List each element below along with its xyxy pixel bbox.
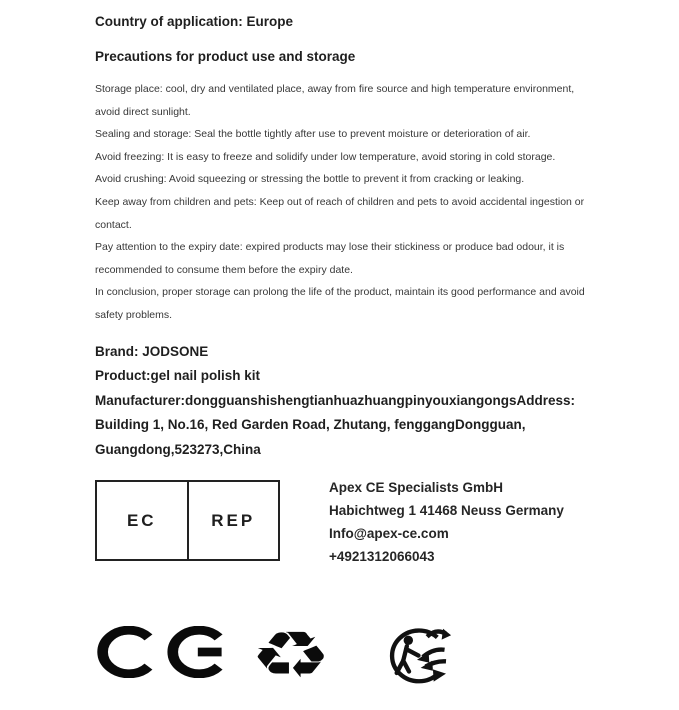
address-line: Guangdong,523273,China xyxy=(95,441,261,457)
precaution-line: avoid direct sunlight. xyxy=(95,105,191,118)
precaution-line: Storage place: cool, dry and ventilated place, away from fire source and high temperature environment, xyxy=(95,83,575,95)
product-info-block xyxy=(95,340,575,462)
precautions-heading: Precautions for product use and storage xyxy=(95,49,356,64)
brand-line: Brand: JODSONE xyxy=(95,344,209,359)
representative-email: Info@apex-ce.com xyxy=(329,525,449,541)
representative-name: Apex CE Specialists GmbH xyxy=(329,480,504,495)
ec-rep-symbol xyxy=(95,480,280,561)
recycling-icon: ♻ xyxy=(250,619,332,693)
precaution-line: Avoid freezing: It is easy to freeze and solidify under low temperature, avoid storing in cold storage. xyxy=(95,150,556,163)
product-line: Product:gel nail polish kit xyxy=(95,368,261,384)
eu-representative-block xyxy=(329,477,564,569)
precautions-text-block xyxy=(95,78,585,327)
precaution-line: Keep away from children and pets: Keep out of reach of children and pets to avoid accidental ingestion or xyxy=(95,195,585,208)
address-line: Building 1, No.16, Red Garden Road, Zhutang, fenggangDongguan, xyxy=(95,417,526,433)
precaution-line: recommended to consume them before the expiry date. xyxy=(95,263,353,276)
representative-phone: +4921312066043 xyxy=(329,548,435,564)
representative-address: Habichtweg 1 41468 Neuss Germany xyxy=(329,502,564,518)
precaution-line: In conclusion, proper storage can prolong the life of the product, maintain its good performance and avoid xyxy=(95,286,585,299)
manufacturer-line: Manufacturer:dongguanshishengtianhuazhuangpinyouxiangongsAddress: xyxy=(95,392,576,408)
precaution-line: safety problems. xyxy=(95,308,173,321)
ec-rep-right-cell: REP xyxy=(211,510,256,530)
ce-mark-icon xyxy=(97,626,231,678)
precaution-line: Sealing and storage: Seal the bottle tightly after use to prevent moisture or deterioration of air. xyxy=(95,128,531,141)
ec-rep-left-cell: EC xyxy=(97,482,189,559)
precaution-line: Pay attention to the expiry date: expired products may lose their stickiness or produce bad odour, it is xyxy=(95,241,565,254)
precaution-line: Avoid crushing: Avoid squeezing or stressing the bottle to prevent it from cracking or leaking. xyxy=(95,173,525,186)
country-of-application-heading: Country of application: Europe xyxy=(95,14,293,29)
triman-icon xyxy=(380,628,454,686)
precaution-line: contact. xyxy=(95,218,132,231)
